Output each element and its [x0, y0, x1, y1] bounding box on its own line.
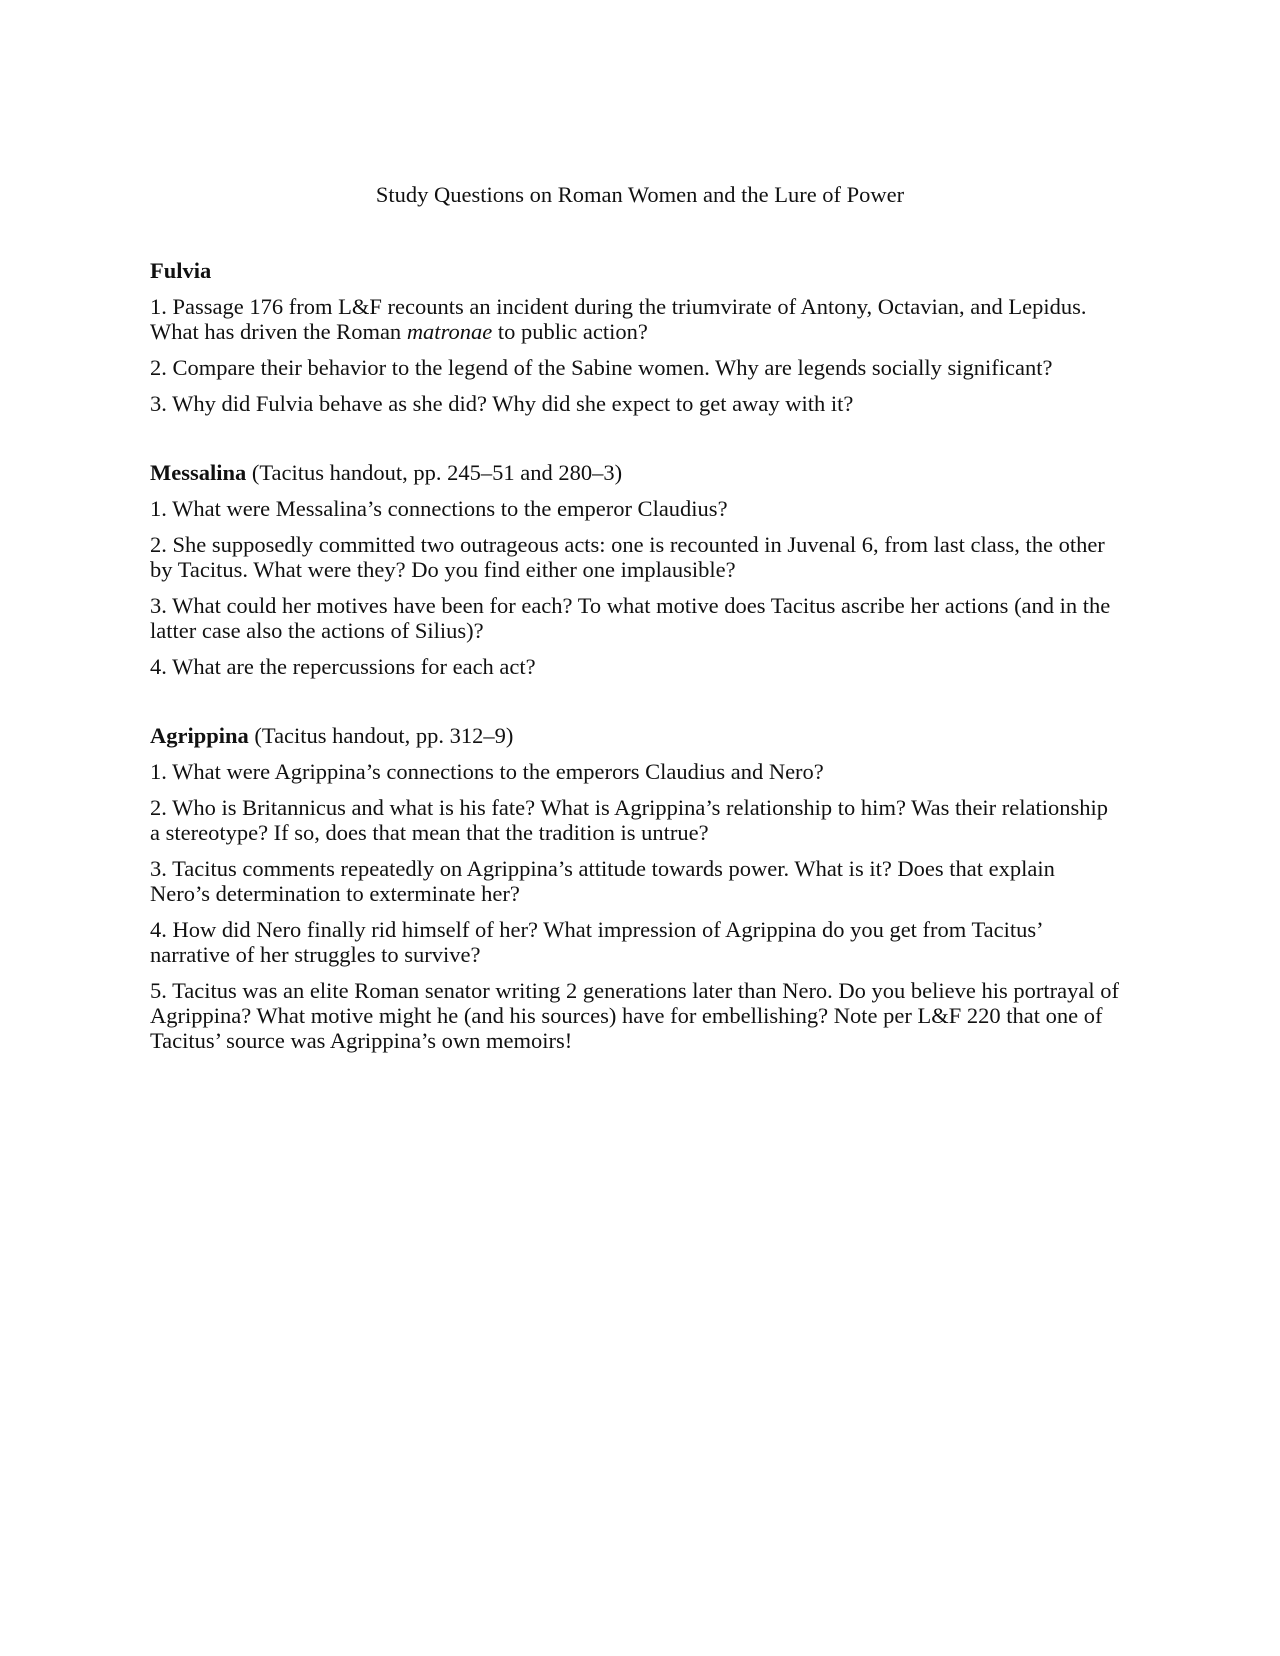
- question-item: 3. Why did Fulvia behave as she did? Why did she expect to get away with it?: [150, 391, 854, 416]
- section-messalina: [150, 460, 1120, 679]
- question-text-start: 1. Passage 176 from L&F recounts an incident during the triumvirate of Antony, Octavian, and Lepidus. What has driven the Roman: [150, 294, 1087, 344]
- section-heading: [150, 723, 1120, 749]
- question-item: 2. She supposedly committed two outrageous acts: one is recounted in Juvenal 6, from last class, the other by Tacitus. What were they? Do you find either one implausible?: [150, 532, 1105, 582]
- section-heading: [150, 460, 1120, 486]
- section-name: Messalina: [150, 460, 247, 485]
- question-item: [150, 294, 1120, 344]
- section-fulvia: [150, 258, 1120, 416]
- question-item: 3. What could her motives have been for each? To what motive does Tacitus ascribe her actions (and in the latter case also the actions of Silius)?: [150, 593, 1111, 643]
- question-item: 5. Tacitus was an elite Roman senator writing 2 generations later than Nero. Do you believe his portrayal of Agrippina? What motive might he (and his sources) have for embellishing? Note per L&F 220 that one of Tacitus’ source was Agrippina’s own memoirs!: [150, 978, 1119, 1053]
- section-name: Fulvia: [150, 258, 212, 283]
- section-note: (Tacitus handout, pp. 312–9): [248, 723, 514, 748]
- question-text-end: to public action?: [492, 319, 648, 344]
- question-item: 4. What are the repercussions for each act?: [150, 654, 536, 679]
- question-italic-term: matronae: [406, 319, 493, 344]
- section-agrippina: [150, 723, 1120, 1053]
- question-item: 2. Who is Britannicus and what is his fate? What is Agrippina’s relationship to him? Was their relationship a stereotype? If so, does that mean that the tradition is untrue?: [150, 795, 1109, 845]
- question-item: 3. Tacitus comments repeatedly on Agrippina’s attitude towards power. What is it? Does that explain Nero’s determination to exterminate her?: [150, 856, 1055, 906]
- section-name: Agrippina: [150, 723, 249, 748]
- questions-content: [150, 258, 1120, 1064]
- section-heading: [150, 258, 1120, 284]
- question-item: 4. How did Nero finally rid himself of her? What impression of Agrippina do you get from Tacitus’ narrative of her struggles to survive?: [150, 917, 1042, 967]
- question-item: 1. What were Messalina’s connections to the emperor Claudius?: [150, 496, 728, 521]
- question-item: 2. Compare their behavior to the legend of the Sabine women. Why are legends socially significant?: [150, 355, 1053, 380]
- question-item: 1. What were Agrippina’s connections to the emperors Claudius and Nero?: [150, 759, 824, 784]
- section-note: (Tacitus handout, pp. 245–51 and 280–3): [246, 460, 623, 485]
- page-title: Study Questions on Roman Women and the Lure of Power: [375, 182, 905, 207]
